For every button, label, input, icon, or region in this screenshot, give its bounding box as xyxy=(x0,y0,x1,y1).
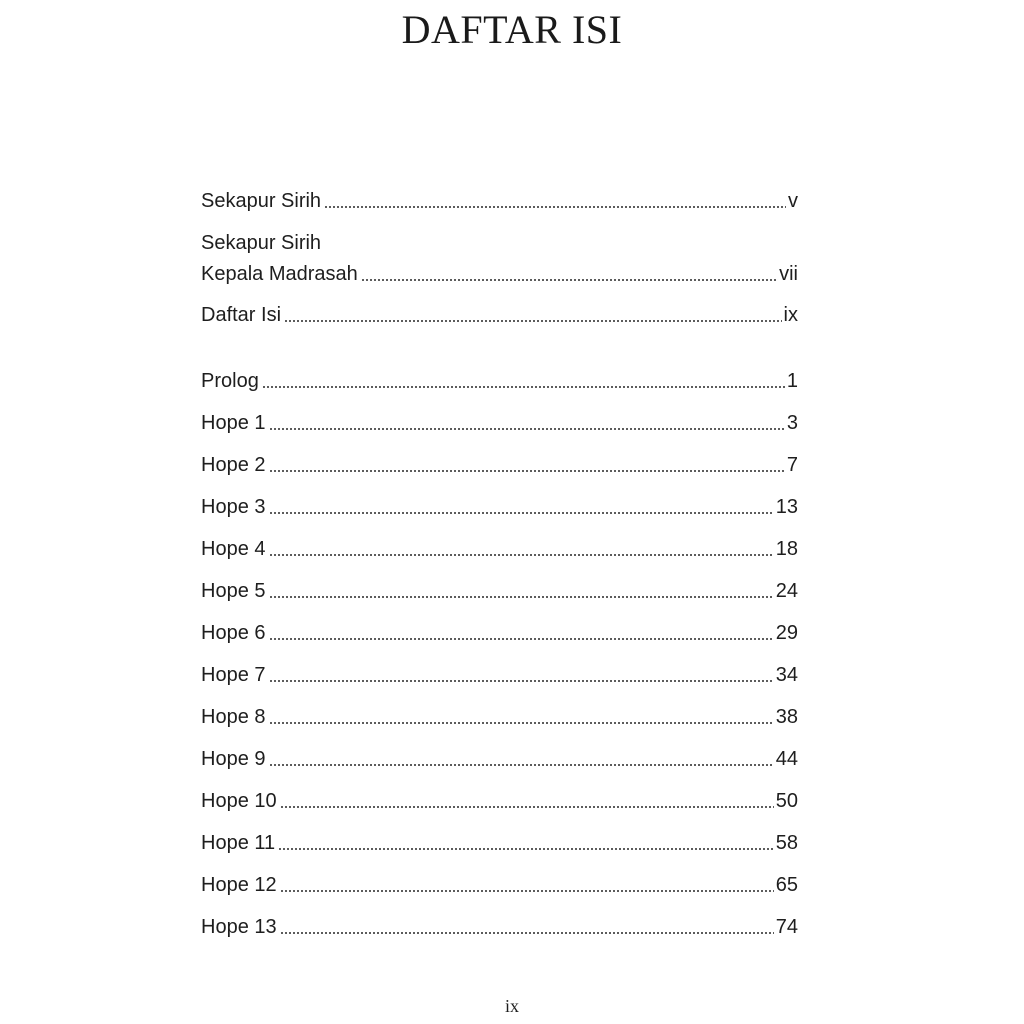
toc-entry-label: Hope 3 xyxy=(201,496,266,518)
dot-leader xyxy=(262,386,785,388)
page-title: DAFTAR ISI xyxy=(401,7,623,52)
toc-entry-label: Hope 10 xyxy=(201,790,277,812)
toc-entry-page: 50 xyxy=(775,790,798,812)
toc-entry-page: 1 xyxy=(786,370,798,392)
toc-entry-sekapur-sirih-kepala-madrasah[interactable] xyxy=(201,262,798,286)
dot-leader xyxy=(278,848,774,850)
toc-entry-label: Daftar Isi xyxy=(201,304,282,326)
toc-entry-page: 74 xyxy=(775,916,798,938)
toc-entry-hope-7[interactable] xyxy=(201,663,798,687)
toc-entry-page: 24 xyxy=(775,580,798,602)
toc-entry-label: Sekapur Sirih xyxy=(201,190,322,212)
dot-leader xyxy=(269,722,774,724)
dot-leader xyxy=(280,932,774,934)
dot-leader xyxy=(324,206,786,208)
dot-leader xyxy=(269,680,774,682)
toc-entry-page: ix xyxy=(783,304,798,326)
toc-entry-page: 29 xyxy=(775,622,798,644)
dot-leader xyxy=(269,554,774,556)
dot-leader xyxy=(269,764,774,766)
toc-entry-label: Hope 13 xyxy=(201,916,277,938)
toc-entry-page: 58 xyxy=(775,832,798,854)
toc-entry-hope-6[interactable] xyxy=(201,621,798,645)
toc-entry-hope-2[interactable] xyxy=(201,453,798,477)
toc-entry-label: Hope 8 xyxy=(201,706,266,728)
toc-entry-page: v xyxy=(788,190,798,212)
toc-entry-page: 44 xyxy=(775,748,798,770)
toc-entry-label: Hope 5 xyxy=(201,580,266,602)
toc-entry-label: Hope 1 xyxy=(201,412,266,434)
toc-entry-label: Hope 6 xyxy=(201,622,266,644)
dot-leader xyxy=(269,596,774,598)
dot-leader xyxy=(269,428,785,430)
toc-entry-prolog[interactable] xyxy=(201,369,798,393)
toc-entry-page: 38 xyxy=(775,706,798,728)
toc-entry-hope-9[interactable] xyxy=(201,747,798,771)
dot-leader xyxy=(269,638,774,640)
toc-entry-hope-11[interactable] xyxy=(201,831,798,855)
toc-entry-page: 13 xyxy=(775,496,798,518)
toc-entry-hope-10[interactable] xyxy=(201,789,798,813)
toc-entry-hope-4[interactable] xyxy=(201,537,798,561)
dot-leader xyxy=(269,470,785,472)
toc-entry-hope-5[interactable] xyxy=(201,579,798,603)
toc-entry-label: Hope 12 xyxy=(201,874,277,896)
toc-entry-sekapur-sirih[interactable] xyxy=(201,189,798,213)
toc-entry-hope-13[interactable] xyxy=(201,915,798,939)
toc-entry-label: Hope 2 xyxy=(201,454,266,476)
toc-entry-hope-3[interactable] xyxy=(201,495,798,519)
toc-entry-daftar-isi[interactable] xyxy=(201,303,798,327)
dot-leader xyxy=(284,320,782,322)
toc-entry-hope-8[interactable] xyxy=(201,705,798,729)
toc-entry-label: Hope 9 xyxy=(201,748,266,770)
toc-entry-page: 34 xyxy=(775,664,798,686)
toc-entry-label-line1: Sekapur Sirih xyxy=(201,232,322,254)
toc-entry-page: 3 xyxy=(786,412,798,434)
toc-entry-label: Hope 11 xyxy=(201,832,276,854)
toc-entry-label: Prolog xyxy=(201,370,259,392)
toc-entry-page: 7 xyxy=(786,454,798,476)
dot-leader xyxy=(280,806,774,808)
toc-entry-page: 65 xyxy=(775,874,798,896)
toc-entry-label: Hope 7 xyxy=(201,664,266,686)
toc-entry-page: 18 xyxy=(775,538,798,560)
toc-entry-label: Hope 4 xyxy=(201,538,266,560)
page-number-footer: ix xyxy=(504,996,519,1016)
toc-entry-label: Kepala Madrasah xyxy=(201,263,358,285)
toc-entry-hope-12[interactable] xyxy=(201,873,798,897)
toc-entry-hope-1[interactable] xyxy=(201,411,798,435)
toc-entry-page: vii xyxy=(779,263,798,285)
dot-leader xyxy=(269,512,774,514)
dot-leader xyxy=(361,279,777,281)
dot-leader xyxy=(280,890,774,892)
